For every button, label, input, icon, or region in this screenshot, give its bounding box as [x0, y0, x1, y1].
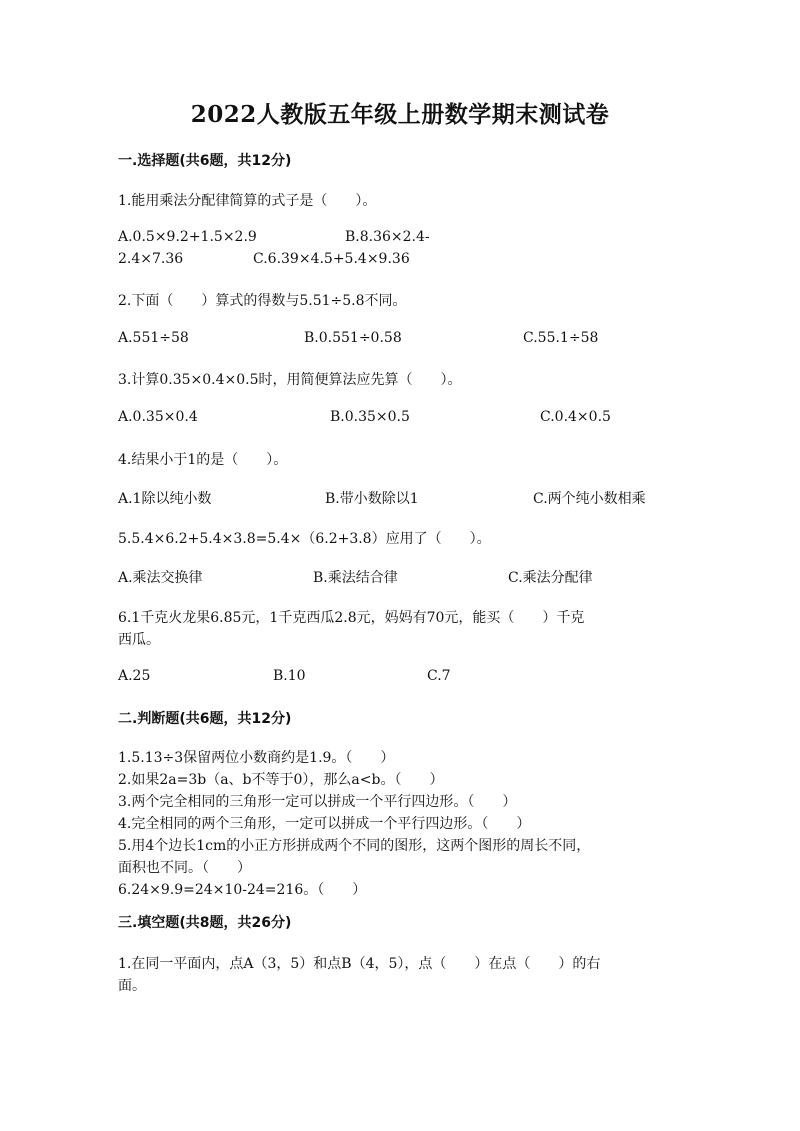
judge-item: 1.5.13÷3保留两位小数商约是1.9。（ ）: [118, 750, 395, 766]
judge-item: 3.两个完全相同的三角形一定可以拼成一个平行四边形。（ ）: [118, 794, 517, 810]
page-title: 2022人教版五年级上册数学期末测试卷: [190, 101, 610, 128]
question-stem: 3.计算0.35×0.4×0.5时，用简便算法应先算（ ）。: [118, 372, 462, 388]
judge-item-continued: 面积也不同。（ ）: [118, 860, 251, 876]
question-stem: 5.5.4×6.2+5.4×3.8=5.4×（6.2+3.8）应用了（ ）。: [118, 531, 491, 547]
option-b: B.乘法结合律: [313, 570, 398, 586]
question-stem-continued: 面。: [118, 978, 146, 994]
option-b: B.10: [273, 668, 306, 684]
option-c: C.乘法分配律: [508, 570, 593, 586]
option-a: A.1除以纯小数: [118, 491, 212, 507]
judge-item: 2.如果2a=3b（a、b不等于0），那么a<b。（ ）: [118, 772, 444, 788]
question-stem-continued: 西瓜。: [118, 632, 160, 648]
option-b: B.0.551÷0.58: [304, 330, 402, 346]
question-stem: 6.1千克火龙果6.85元，1千克西瓜2.8元，妈妈有70元，能买（ ）千克: [118, 610, 585, 626]
option-c: C.55.1÷58: [523, 330, 599, 346]
judge-item: 4.完全相同的两个三角形，一定可以拼成一个平行四边形。（ ）: [118, 816, 531, 832]
option-c: C.6.39×4.5+5.4×9.36: [253, 251, 410, 267]
option-a: A.551÷58: [118, 330, 189, 346]
option-a: A.25: [118, 668, 151, 684]
question-stem: 2.下面（ ）算式的得数与5.51÷5.8不同。: [118, 293, 407, 309]
option-b-continued: 2.4×7.36: [118, 251, 184, 267]
judge-item: 5.用4个边长1cm的小正方形拼成两个不同的图形，这两个图形的周长不同，: [118, 838, 591, 854]
section-heading-judge: 二.判断题(共6题，共12分): [118, 711, 292, 727]
option-c: C.0.4×0.5: [540, 409, 611, 425]
section-heading-fill: 三.填空题(共8题，共26分): [118, 915, 292, 931]
option-c: C.两个纯小数相乘: [533, 491, 646, 507]
option-b: B.0.35×0.5: [330, 409, 410, 425]
section-heading-choice: 一.选择题(共6题，共12分): [118, 153, 292, 169]
option-a: A.乘法交换律: [118, 570, 203, 586]
judge-item: 6.24×9.9=24×10-24=216。（ ）: [118, 882, 367, 898]
option-b: B.8.36×2.4-: [345, 229, 430, 245]
question-stem: 1.在同一平面内，点A（3，5）和点B（4，5），点（ ）在点（ ）的右: [118, 956, 601, 972]
option-c: C.7: [427, 668, 451, 684]
question-stem: 4.结果小于1的是（ ）。: [118, 452, 288, 468]
question-stem: 1.能用乘法分配律简算的式子是（ ）。: [118, 193, 377, 209]
option-b: B.带小数除以1: [325, 491, 419, 507]
option-a: A.0.35×0.4: [118, 409, 198, 425]
option-a: A.0.5×9.2+1.5×2.9: [118, 229, 257, 245]
